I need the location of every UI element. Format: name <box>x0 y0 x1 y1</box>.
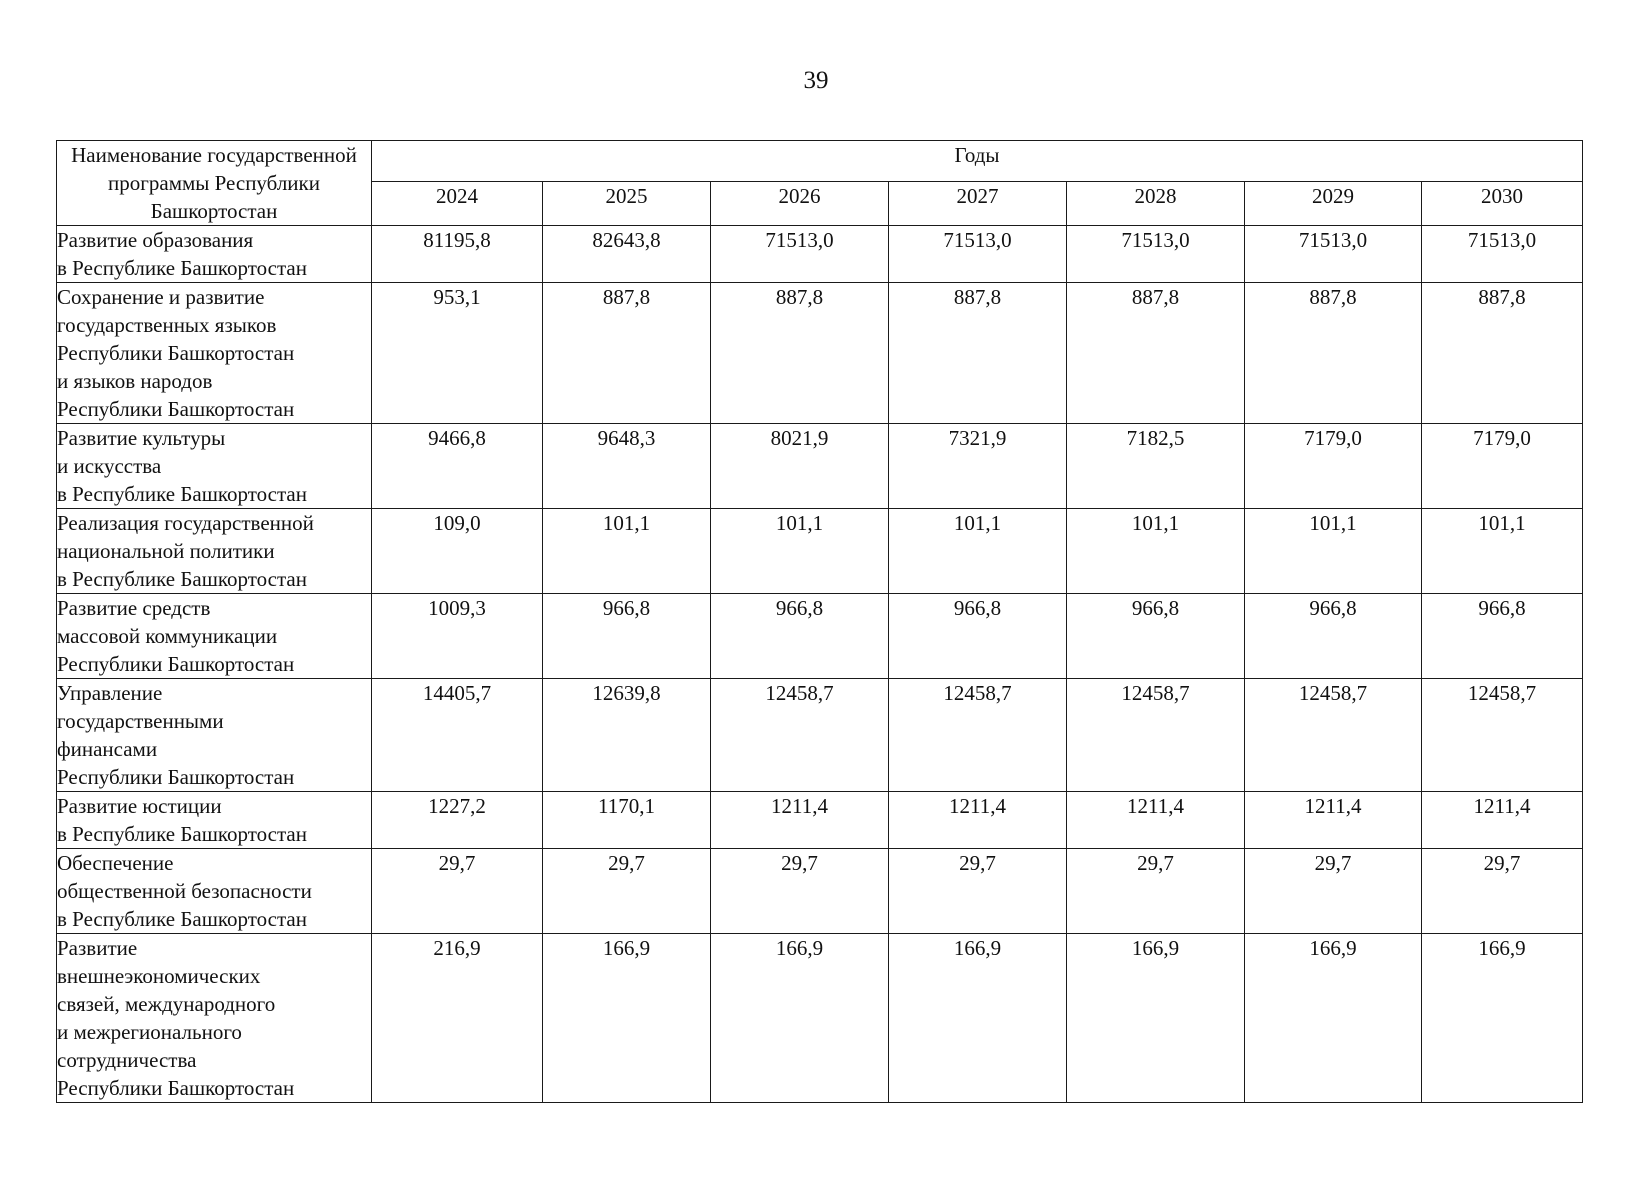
table-row <box>57 226 1583 283</box>
value-cell: 1211,4 <box>889 792 1067 849</box>
value-cell: 887,8 <box>711 283 889 424</box>
program-name-header: Наименование государственной программы Республики Башкортостан <box>57 141 372 226</box>
value-cell: 887,8 <box>1422 283 1583 424</box>
program-name-cell: Развитие внешнеэкономических связей, международного и межрегионального сотрудничества Республики Башкортостан <box>57 934 372 1103</box>
value-cell: 12458,7 <box>1245 679 1422 792</box>
value-cell: 12458,7 <box>889 679 1067 792</box>
value-cell: 71513,0 <box>711 226 889 283</box>
table-row <box>57 849 1583 934</box>
value-cell: 81195,8 <box>372 226 543 283</box>
value-cell: 166,9 <box>1422 934 1583 1103</box>
table-body <box>57 226 1583 1103</box>
value-cell: 101,1 <box>889 509 1067 594</box>
program-name-cell: Обеспечение общественной безопасности в Республике Башкортостан <box>57 849 372 934</box>
value-cell: 166,9 <box>711 934 889 1103</box>
value-cell: 887,8 <box>543 283 711 424</box>
program-name-cell: Сохранение и развитие государственных языков Республики Башкортостан и языков народов Республики Башкортостан <box>57 283 372 424</box>
year-header: 2027 <box>889 182 1067 226</box>
value-cell: 29,7 <box>1245 849 1422 934</box>
table-row <box>57 594 1583 679</box>
program-name-cell: Реализация государственной национальной политики в Республике Башкортостан <box>57 509 372 594</box>
value-cell: 29,7 <box>711 849 889 934</box>
year-header: 2024 <box>372 182 543 226</box>
value-cell: 101,1 <box>543 509 711 594</box>
value-cell: 29,7 <box>543 849 711 934</box>
value-cell: 1211,4 <box>1245 792 1422 849</box>
year-header: 2029 <box>1245 182 1422 226</box>
year-header: 2030 <box>1422 182 1583 226</box>
value-cell: 14405,7 <box>372 679 543 792</box>
value-cell: 101,1 <box>1422 509 1583 594</box>
year-header: 2028 <box>1067 182 1245 226</box>
value-cell: 8021,9 <box>711 424 889 509</box>
program-name-cell: Развитие образования в Республике Башкортостан <box>57 226 372 283</box>
value-cell: 7179,0 <box>1245 424 1422 509</box>
value-cell: 71513,0 <box>1245 226 1422 283</box>
value-cell: 9466,8 <box>372 424 543 509</box>
value-cell: 12458,7 <box>711 679 889 792</box>
table-row <box>57 792 1583 849</box>
value-cell: 887,8 <box>1245 283 1422 424</box>
value-cell: 1009,3 <box>372 594 543 679</box>
value-cell: 12639,8 <box>543 679 711 792</box>
value-cell: 29,7 <box>1067 849 1245 934</box>
table-row <box>57 509 1583 594</box>
value-cell: 1211,4 <box>1067 792 1245 849</box>
value-cell: 71513,0 <box>889 226 1067 283</box>
program-name-cell: Развитие культуры и искусства в Республике Башкортостан <box>57 424 372 509</box>
value-cell: 1211,4 <box>1422 792 1583 849</box>
value-cell: 101,1 <box>711 509 889 594</box>
value-cell: 29,7 <box>372 849 543 934</box>
value-cell: 12458,7 <box>1422 679 1583 792</box>
year-header: 2026 <box>711 182 889 226</box>
value-cell: 166,9 <box>1245 934 1422 1103</box>
budget-table <box>56 140 1583 1103</box>
page-number: 39 <box>803 67 829 94</box>
program-name-cell: Развитие средств массовой коммуникации Республики Башкортостан <box>57 594 372 679</box>
value-cell: 9648,3 <box>543 424 711 509</box>
value-cell: 29,7 <box>1422 849 1583 934</box>
value-cell: 887,8 <box>889 283 1067 424</box>
value-cell: 7182,5 <box>1067 424 1245 509</box>
value-cell: 82643,8 <box>543 226 711 283</box>
value-cell: 7321,9 <box>889 424 1067 509</box>
value-cell: 966,8 <box>711 594 889 679</box>
years-header: Годы <box>372 141 1583 182</box>
value-cell: 7179,0 <box>1422 424 1583 509</box>
value-cell: 71513,0 <box>1422 226 1583 283</box>
table-row <box>57 424 1583 509</box>
value-cell: 966,8 <box>543 594 711 679</box>
value-cell: 966,8 <box>1245 594 1422 679</box>
header-row <box>57 141 1583 182</box>
value-cell: 101,1 <box>1067 509 1245 594</box>
value-cell: 966,8 <box>889 594 1067 679</box>
value-cell: 1170,1 <box>543 792 711 849</box>
value-cell: 216,9 <box>372 934 543 1103</box>
program-name-cell: Развитие юстиции в Республике Башкортостан <box>57 792 372 849</box>
table-row <box>57 679 1583 792</box>
year-header: 2025 <box>543 182 711 226</box>
value-cell: 109,0 <box>372 509 543 594</box>
program-name-cell: Управление государственными финансами Республики Башкортостан <box>57 679 372 792</box>
value-cell: 887,8 <box>1067 283 1245 424</box>
value-cell: 966,8 <box>1422 594 1583 679</box>
value-cell: 166,9 <box>543 934 711 1103</box>
value-cell: 953,1 <box>372 283 543 424</box>
value-cell: 1211,4 <box>711 792 889 849</box>
value-cell: 29,7 <box>889 849 1067 934</box>
value-cell: 1227,2 <box>372 792 543 849</box>
value-cell: 101,1 <box>1245 509 1422 594</box>
value-cell: 166,9 <box>1067 934 1245 1103</box>
table-row <box>57 283 1583 424</box>
value-cell: 12458,7 <box>1067 679 1245 792</box>
value-cell: 71513,0 <box>1067 226 1245 283</box>
value-cell: 966,8 <box>1067 594 1245 679</box>
value-cell: 166,9 <box>889 934 1067 1103</box>
table-row <box>57 934 1583 1103</box>
